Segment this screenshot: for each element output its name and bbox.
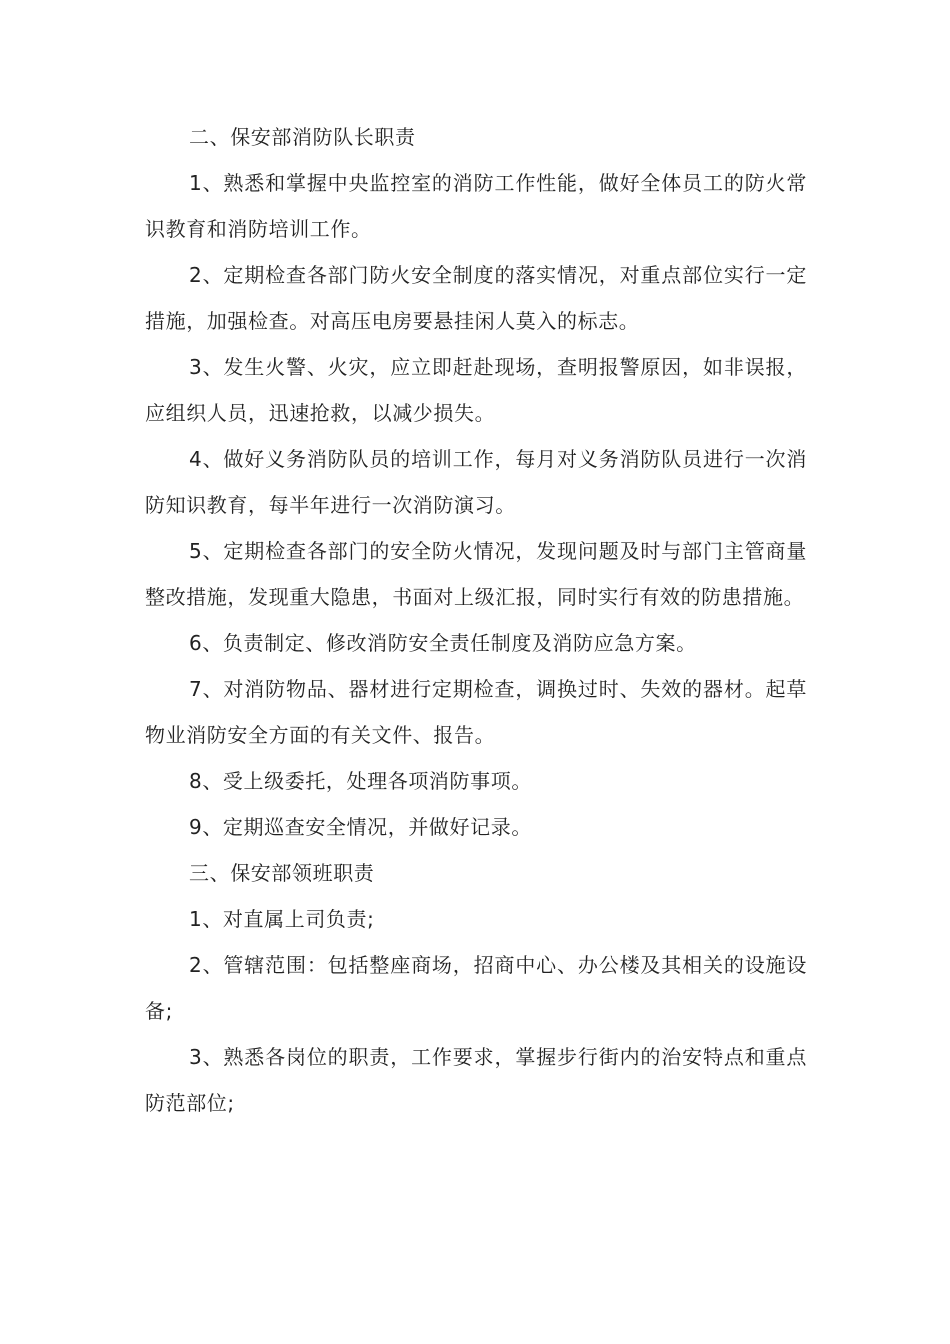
document-page [145,114,807,1126]
list-item: 3、熟悉各岗位的职责，工作要求，掌握步行街内的治安特点和重点防范部位; [145,1045,807,1115]
list-item: 1、对直属上司负责; [189,907,375,931]
section-heading-shift-leader: 三、保安部领班职责 [189,861,375,885]
list-item: 1、熟悉和掌握中央监控室的消防工作性能，做好全体员工的防火常识教育和消防培训工作。 [145,171,807,241]
list-item: 3、发生火警、火灾，应立即赶赴现场，查明报警原因，如非误报，应组织人员，迅速抢救，以减少损失。 [145,355,807,425]
section-heading-fire-captain: 二、保安部消防队长职责 [189,125,416,149]
list-item: 4、做好义务消防队员的培训工作，每月对义务消防队员进行一次消防知识教育，每半年进行一次消防演习。 [145,447,807,517]
list-item: 7、对消防物品、器材进行定期检查，调换过时、失效的器材。起草物业消防安全方面的有关文件、报告。 [145,677,807,747]
list-item: 6、负责制定、修改消防安全责任制度及消防应急方案。 [189,631,697,655]
list-item: 8、受上级委托，处理各项消防事项。 [189,769,532,793]
list-item: 2、定期检查各部门防火安全制度的落实情况，对重点部位实行一定措施，加强检查。对高压电房要悬挂闲人莫入的标志。 [145,263,807,333]
list-item: 2、管辖范围：包括整座商场，招商中心、办公楼及其相关的设施设备; [145,953,807,1023]
list-item: 5、定期检查各部门的安全防火情况，发现问题及时与部门主管商量整改措施，发现重大隐患，书面对上级汇报，同时实行有效的防患措施。 [145,539,807,609]
list-item: 9、定期巡查安全情况，并做好记录。 [189,815,532,839]
